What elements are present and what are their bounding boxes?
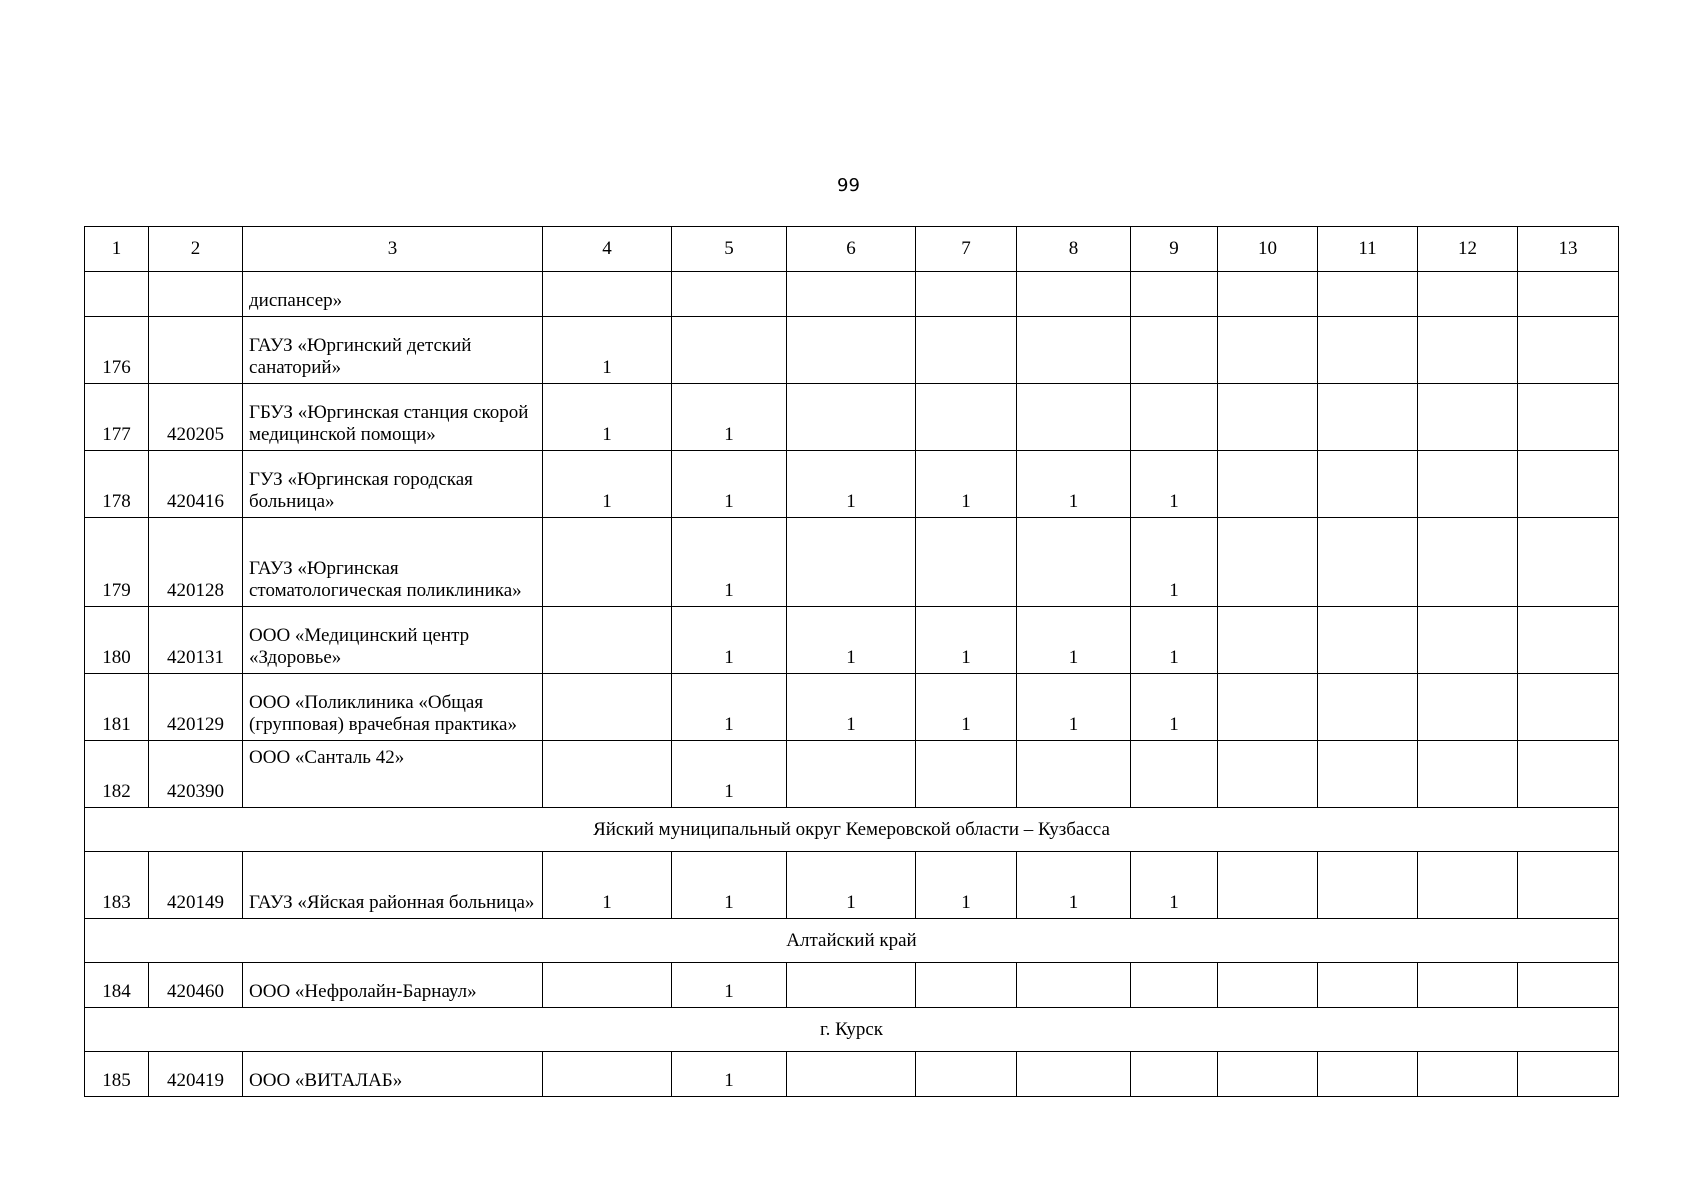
org-name: ООО «Нефролайн-Барнаул» [243, 963, 543, 1008]
cell-col6: 1 [787, 852, 916, 919]
cell-col13 [1518, 852, 1619, 919]
column-header: 5 [672, 227, 787, 272]
org-name: ГБУЗ «Юргинская станция скорой медицинской помощи» [243, 384, 543, 451]
cell-col12 [1418, 384, 1518, 451]
column-header: 13 [1518, 227, 1619, 272]
section-header-row [85, 1008, 1619, 1052]
page-number: 99 [837, 175, 860, 196]
cell-col7: 1 [916, 852, 1017, 919]
cell-col13 [1518, 272, 1619, 317]
org-name: ООО «Медицинский центр «Здоровье» [243, 607, 543, 674]
cell-col6 [787, 1052, 916, 1097]
cell-col6: 1 [787, 674, 916, 741]
cell-col9 [1131, 317, 1218, 384]
row-number: 178 [85, 451, 149, 518]
cell-col12 [1418, 1052, 1518, 1097]
cell-col10 [1218, 741, 1318, 808]
org-code: 420205 [149, 384, 243, 451]
cell-col10 [1218, 317, 1318, 384]
org-code: 420149 [149, 852, 243, 919]
cell-col13 [1518, 963, 1619, 1008]
cell-col9: 1 [1131, 852, 1218, 919]
cell-col4 [543, 741, 672, 808]
cell-col13 [1518, 317, 1619, 384]
cell-col5: 1 [672, 607, 787, 674]
cell-col10 [1218, 384, 1318, 451]
org-name: ГАУЗ «Яйская районная больница» [243, 852, 543, 919]
org-name: ООО «ВИТАЛАБ» [243, 1052, 543, 1097]
cell-col7 [916, 1052, 1017, 1097]
cell-col8 [1017, 741, 1131, 808]
cell-col5: 1 [672, 1052, 787, 1097]
section-title: Яйский муниципальный округ Кемеровской области – Кузбасса [85, 808, 1619, 852]
column-header: 2 [149, 227, 243, 272]
cell-col6 [787, 317, 916, 384]
section-header-row [85, 808, 1619, 852]
cell-col13 [1518, 518, 1619, 607]
cell-col11 [1318, 1052, 1418, 1097]
cell-col12 [1418, 317, 1518, 384]
cell-col4 [543, 674, 672, 741]
column-header: 8 [1017, 227, 1131, 272]
cell-col12 [1418, 451, 1518, 518]
medical-organizations-table [84, 226, 1619, 1097]
table-row [85, 451, 1619, 518]
section-title: г. Курск [85, 1008, 1619, 1052]
cell-col8 [1017, 317, 1131, 384]
cell-col9: 1 [1131, 451, 1218, 518]
cell-col8 [1017, 272, 1131, 317]
column-header: 12 [1418, 227, 1518, 272]
table-row [85, 272, 1619, 317]
table-row [85, 607, 1619, 674]
row-number: 176 [85, 317, 149, 384]
cell-col13 [1518, 451, 1619, 518]
cell-col9: 1 [1131, 674, 1218, 741]
cell-col12 [1418, 741, 1518, 808]
row-number: 180 [85, 607, 149, 674]
cell-col11 [1318, 741, 1418, 808]
cell-col9: 1 [1131, 607, 1218, 674]
cell-col8 [1017, 518, 1131, 607]
table-row [85, 741, 1619, 808]
cell-col4 [543, 607, 672, 674]
cell-col5: 1 [672, 674, 787, 741]
table-row [85, 963, 1619, 1008]
cell-col8: 1 [1017, 852, 1131, 919]
row-number: 185 [85, 1052, 149, 1097]
cell-col6 [787, 272, 916, 317]
column-header: 6 [787, 227, 916, 272]
cell-col13 [1518, 607, 1619, 674]
column-header: 11 [1318, 227, 1418, 272]
cell-col7 [916, 741, 1017, 808]
cell-col7 [916, 317, 1017, 384]
column-header: 7 [916, 227, 1017, 272]
cell-col4 [543, 518, 672, 607]
cell-col6 [787, 963, 916, 1008]
cell-col12 [1418, 963, 1518, 1008]
cell-col13 [1518, 741, 1619, 808]
cell-col9 [1131, 963, 1218, 1008]
cell-col8 [1017, 1052, 1131, 1097]
org-name: диспансер» [243, 272, 543, 317]
org-code: 420131 [149, 607, 243, 674]
cell-col4 [543, 963, 672, 1008]
cell-col11 [1318, 963, 1418, 1008]
cell-col4: 1 [543, 852, 672, 919]
cell-col5: 1 [672, 963, 787, 1008]
cell-col10 [1218, 518, 1318, 607]
org-code [149, 272, 243, 317]
cell-col5: 1 [672, 384, 787, 451]
cell-col13 [1518, 1052, 1619, 1097]
cell-col10 [1218, 451, 1318, 518]
cell-col4 [543, 1052, 672, 1097]
cell-col10 [1218, 674, 1318, 741]
cell-col6 [787, 741, 916, 808]
table-row [85, 852, 1619, 919]
cell-col8 [1017, 963, 1131, 1008]
cell-col4: 1 [543, 317, 672, 384]
cell-col11 [1318, 451, 1418, 518]
cell-col10 [1218, 852, 1318, 919]
row-number: 177 [85, 384, 149, 451]
table-row [85, 1052, 1619, 1097]
table-row [85, 674, 1619, 741]
cell-col11 [1318, 518, 1418, 607]
cell-col5: 1 [672, 451, 787, 518]
cell-col10 [1218, 272, 1318, 317]
row-number: 184 [85, 963, 149, 1008]
cell-col9 [1131, 741, 1218, 808]
org-code: 420129 [149, 674, 243, 741]
org-name: ООО «Санталь 42» [243, 741, 543, 808]
cell-col11 [1318, 384, 1418, 451]
cell-col6 [787, 518, 916, 607]
cell-col6: 1 [787, 607, 916, 674]
cell-col8: 1 [1017, 607, 1131, 674]
cell-col10 [1218, 963, 1318, 1008]
cell-col12 [1418, 674, 1518, 741]
cell-col6 [787, 384, 916, 451]
column-header: 1 [85, 227, 149, 272]
cell-col4: 1 [543, 451, 672, 518]
column-header: 4 [543, 227, 672, 272]
cell-col4: 1 [543, 384, 672, 451]
cell-col8: 1 [1017, 451, 1131, 518]
cell-col10 [1218, 1052, 1318, 1097]
org-code: 420390 [149, 741, 243, 808]
cell-col12 [1418, 272, 1518, 317]
cell-col11 [1318, 607, 1418, 674]
row-number: 182 [85, 741, 149, 808]
row-number: 183 [85, 852, 149, 919]
cell-col8: 1 [1017, 674, 1131, 741]
cell-col7: 1 [916, 674, 1017, 741]
column-header: 9 [1131, 227, 1218, 272]
cell-col5 [672, 317, 787, 384]
section-title: Алтайский край [85, 919, 1619, 963]
table-row [85, 518, 1619, 607]
column-header: 10 [1218, 227, 1318, 272]
cell-col5 [672, 272, 787, 317]
cell-col5: 1 [672, 518, 787, 607]
org-code: 420419 [149, 1052, 243, 1097]
cell-col12 [1418, 518, 1518, 607]
cell-col7 [916, 963, 1017, 1008]
org-name: ГУЗ «Юргинская городская больница» [243, 451, 543, 518]
table-row [85, 317, 1619, 384]
column-number-header-row [85, 227, 1619, 272]
cell-col10 [1218, 607, 1318, 674]
cell-col11 [1318, 852, 1418, 919]
cell-col7 [916, 384, 1017, 451]
column-header: 3 [243, 227, 543, 272]
org-code: 420460 [149, 963, 243, 1008]
cell-col5: 1 [672, 741, 787, 808]
org-code [149, 317, 243, 384]
cell-col9 [1131, 272, 1218, 317]
cell-col13 [1518, 674, 1619, 741]
cell-col7: 1 [916, 451, 1017, 518]
cell-col8 [1017, 384, 1131, 451]
cell-col12 [1418, 852, 1518, 919]
cell-col5: 1 [672, 852, 787, 919]
section-header-row [85, 919, 1619, 963]
cell-col7: 1 [916, 607, 1017, 674]
row-number: 181 [85, 674, 149, 741]
cell-col9 [1131, 1052, 1218, 1097]
row-number: 179 [85, 518, 149, 607]
org-name: ООО «Поликлиника «Общая (групповая) врачебная практика» [243, 674, 543, 741]
cell-col11 [1318, 272, 1418, 317]
cell-col11 [1318, 317, 1418, 384]
cell-col9: 1 [1131, 518, 1218, 607]
cell-col7 [916, 272, 1017, 317]
cell-col9 [1131, 384, 1218, 451]
cell-col7 [916, 518, 1017, 607]
org-name: ГАУЗ «Юргинский детский санаторий» [243, 317, 543, 384]
cell-col11 [1318, 674, 1418, 741]
org-code: 420128 [149, 518, 243, 607]
table-row [85, 384, 1619, 451]
cell-col12 [1418, 607, 1518, 674]
cell-col6: 1 [787, 451, 916, 518]
cell-col13 [1518, 384, 1619, 451]
org-name: ГАУЗ «Юргинская стоматологическая поликлиника» [243, 518, 543, 607]
org-code: 420416 [149, 451, 243, 518]
cell-col4 [543, 272, 672, 317]
row-number [85, 272, 149, 317]
